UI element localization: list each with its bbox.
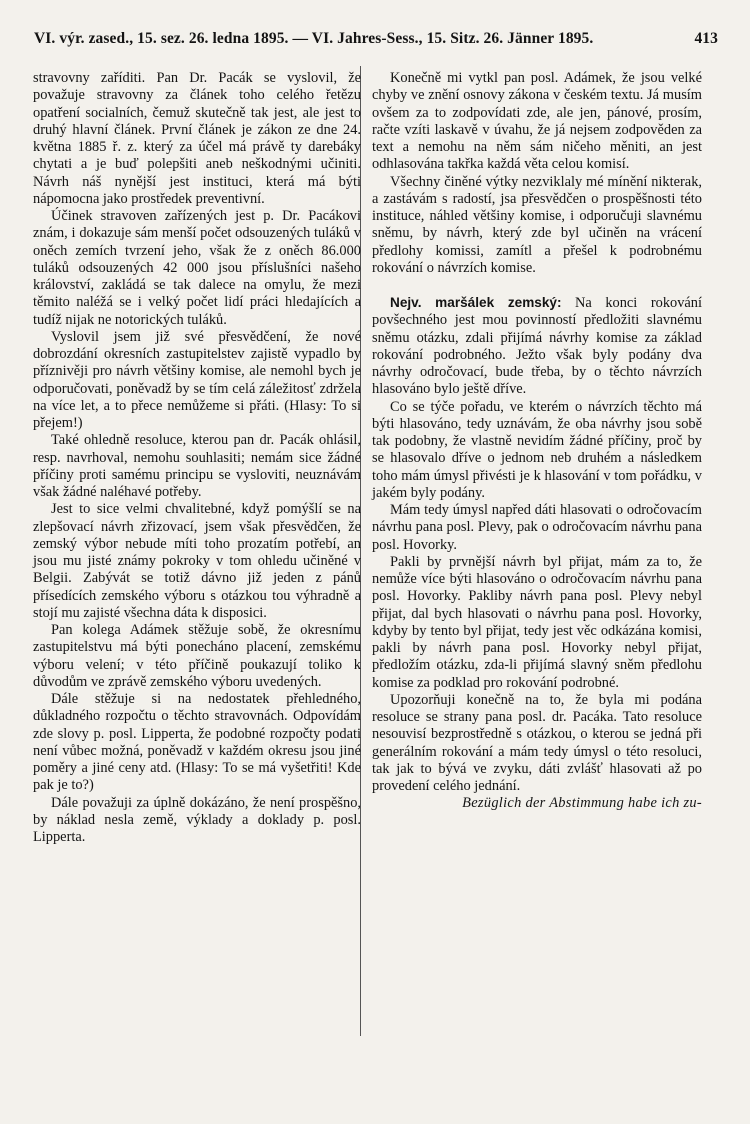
paragraph: Jest to sice velmi chvalitebné, když pomýšlí se na zlepšovací návrh zřizovací, jsem však přesvědčen, že zemský výbor nebude míti toho prozatím potřebí, an jsou mu jisté známy pokroky v tom ohledu učiněné v Belgii. Zabývát se totiž dávno již jeden z pánů přísedících zemského výboru s otázkou tou výhradně a stojí mu zajisté všechna dáta k disposici.	[33, 501, 361, 621]
paragraph: Účinek stravoven zařízených jest p. Dr. Pacákovi znám, i dokazuje sám menší počet odsouzených tuláků v oněch zemích tvrzení jeho, však že z oněch 86.000 tuláků odsouzených 42 000 jsou příslušníci našeho království, zakládá se tak dalece na omylu, že mezi těmito naléžá se i velký počet lidí práci hledajících a tudíž nijak ne notorických tuláků.	[33, 208, 361, 328]
speaker-name: Nejv. maršálek zemský:	[390, 295, 562, 310]
page-number: 413	[694, 30, 718, 47]
paragraph: Vyslovil jsem již své přesvědčení, že nové dobrozdání okresních zastupitelstev zajistě vypadlo by příznivěji pro návrh většiny komise, ale nemohl bych je odporučovati, poněvadž by se tím celá záležitosť zdržela na více let, a to přece nemůžeme si přáti. (Hlasy: To si přejem!)	[33, 328, 361, 431]
paragraph: Také ohledně resoluce, kterou pan dr. Pacák ohlásil, resp. navrhoval, nemohu souhlasiti; nemám sice žádné příčiny proti samému principu se vysloviti, neuznávám však žádné naléhavé potřeby.	[33, 432, 361, 500]
paragraph: Všechny činěné výtky nezviklaly mé mínění nikterak, a zastávám s radostí, jsa přesvědčen o prospěšnosti této instituce, náhled většiny komise, i odporučuji slavnému sněmu, by návrh, který zde byl učiněn na vrácení předlohy komissi, zamítl a přešel k podrobnému rokování o návrzích komise.	[372, 173, 702, 276]
paragraph: Co se týče pořadu, ve kterém o návrzích těchto má býti hlasováno, tedy uznávám, že oba návrhy jsou sobě tak podobny, že vlastně nevidím žádné příčiny, proč by se hlasovalo dříve o jednom neb druhém a následkem toho mám úmysl přivésti je k hlasování v tom pořádku, v jakém byly podány.	[372, 398, 702, 501]
paragraph: Konečně mi vytkl pan posl. Adámek, že jsou velké chyby ve znění osnovy zákona v českém textu. Já musím ovšem za to zodpovídati zde, ale jen, pánové, prosím, račte vzíti laskavě v úvahu, že já nejsem zodpověden za text a nemohu na něm sám ničeho měniti, an jest odhlasována takřka každá věta celou komisí.	[372, 70, 702, 173]
paragraph: Mám tedy úmysl napřed dáti hlasovati o odročovacím návrhu pana posl. Plevy, pak o odročovacím návrhu pana posl. Hovorky.	[372, 502, 702, 553]
right-column	[372, 70, 702, 813]
speaker-text: Na konci rokování povšechného jest mou povinností předložiti slavnému sněmu otázku, zdali přijímá návrhy komise za základ rokování podrobného. Ježto však byly podány dva návrhy odročovací, bude třeba, by o těchto návrzích hlasováno bylo ještě dříve.	[372, 295, 702, 398]
paragraph: Pan kolega Adámek stěžuje sobě, že okresnímu zastupitelstvu má býti ponecháno placení, zemskému výboru velení; v této příčině poukazují toliko k důvodům ve zprávě zemského výboru uvedených.	[33, 622, 361, 690]
paragraph: Pakli by prvnější návrh byl přijat, mám za to, že nemůže více býti hlasováno o odročovacím návrhu pana posl. Hovorky. Pakliby návrh pana posl. Plevy nebyl přijat, dal bych hlasovati o návrhu pana posl. Hovorky, kdyby by tento byl přijat, tedy jest věc odkázána komisi, pakli by návrh pana posl. Hovorky nebyl přijat, předložím otázku, zda-li přijímá slavný sněm předlohu komise za podklad pro rokování podrobné.	[372, 553, 702, 691]
paragraph: Dále stěžuje si na nedostatek přehledného, důkladného rozpočtu o těchto stravovnách. Odpovídám zde slovy p. posl. Lipperta, že podobné rozpočty podati není vůbec možná, poněvadž v každém okresu jsou jiné poměry a jiné ceny atd. (Hlasy: To se má vyšetřiti! Kde pak je to?)	[33, 691, 361, 794]
paragraph: Upozorňuji konečně na to, že byla mi podána resoluce se strany pana posl. dr. Pacáka. Tato resoluce nesouvisí bezprostředně s otázkou, o kterou se jedná při generálním rokování a mám tedy úmysl o této resoluci, tak jak to bývá ve zvyku, dáti zvlášť hlasovati až po provedení celého jednání.	[372, 691, 702, 794]
left-column	[33, 70, 361, 846]
closing-text: Bezüglich der Abstimmung habe ich zu-	[462, 795, 702, 812]
speaker-paragraph	[372, 294, 702, 399]
paragraph: Dále považuji za úplně dokázáno, že není prospěšno, by náklad nesla země, výklady a doklady p. posl. Lipperta.	[33, 794, 361, 845]
paragraph: stravovny zaříditi. Pan Dr. Pacák se vyslovil, že považuje stravovny za článek toho celého řetězu opatření socialních, čemuž skutečně tak jest, ale jest to druhý hlavní článek. První článek je zákon ze dne 24. května 1885 ř. z. který za účel má právě ty darebáky chytati a je buď polepšiti aneb neškodnými učiniti. Návrh náš nynější jest instituci, která má býti nápomocna jako prostředek preventivní.	[33, 70, 361, 207]
closing-line	[372, 795, 702, 812]
header-title: VI. výr. zased., 15. sez. 26. ledna 1895. — VI. Jahres-Sess., 15. Sitz. 26. Jänner 1895.	[34, 30, 594, 47]
